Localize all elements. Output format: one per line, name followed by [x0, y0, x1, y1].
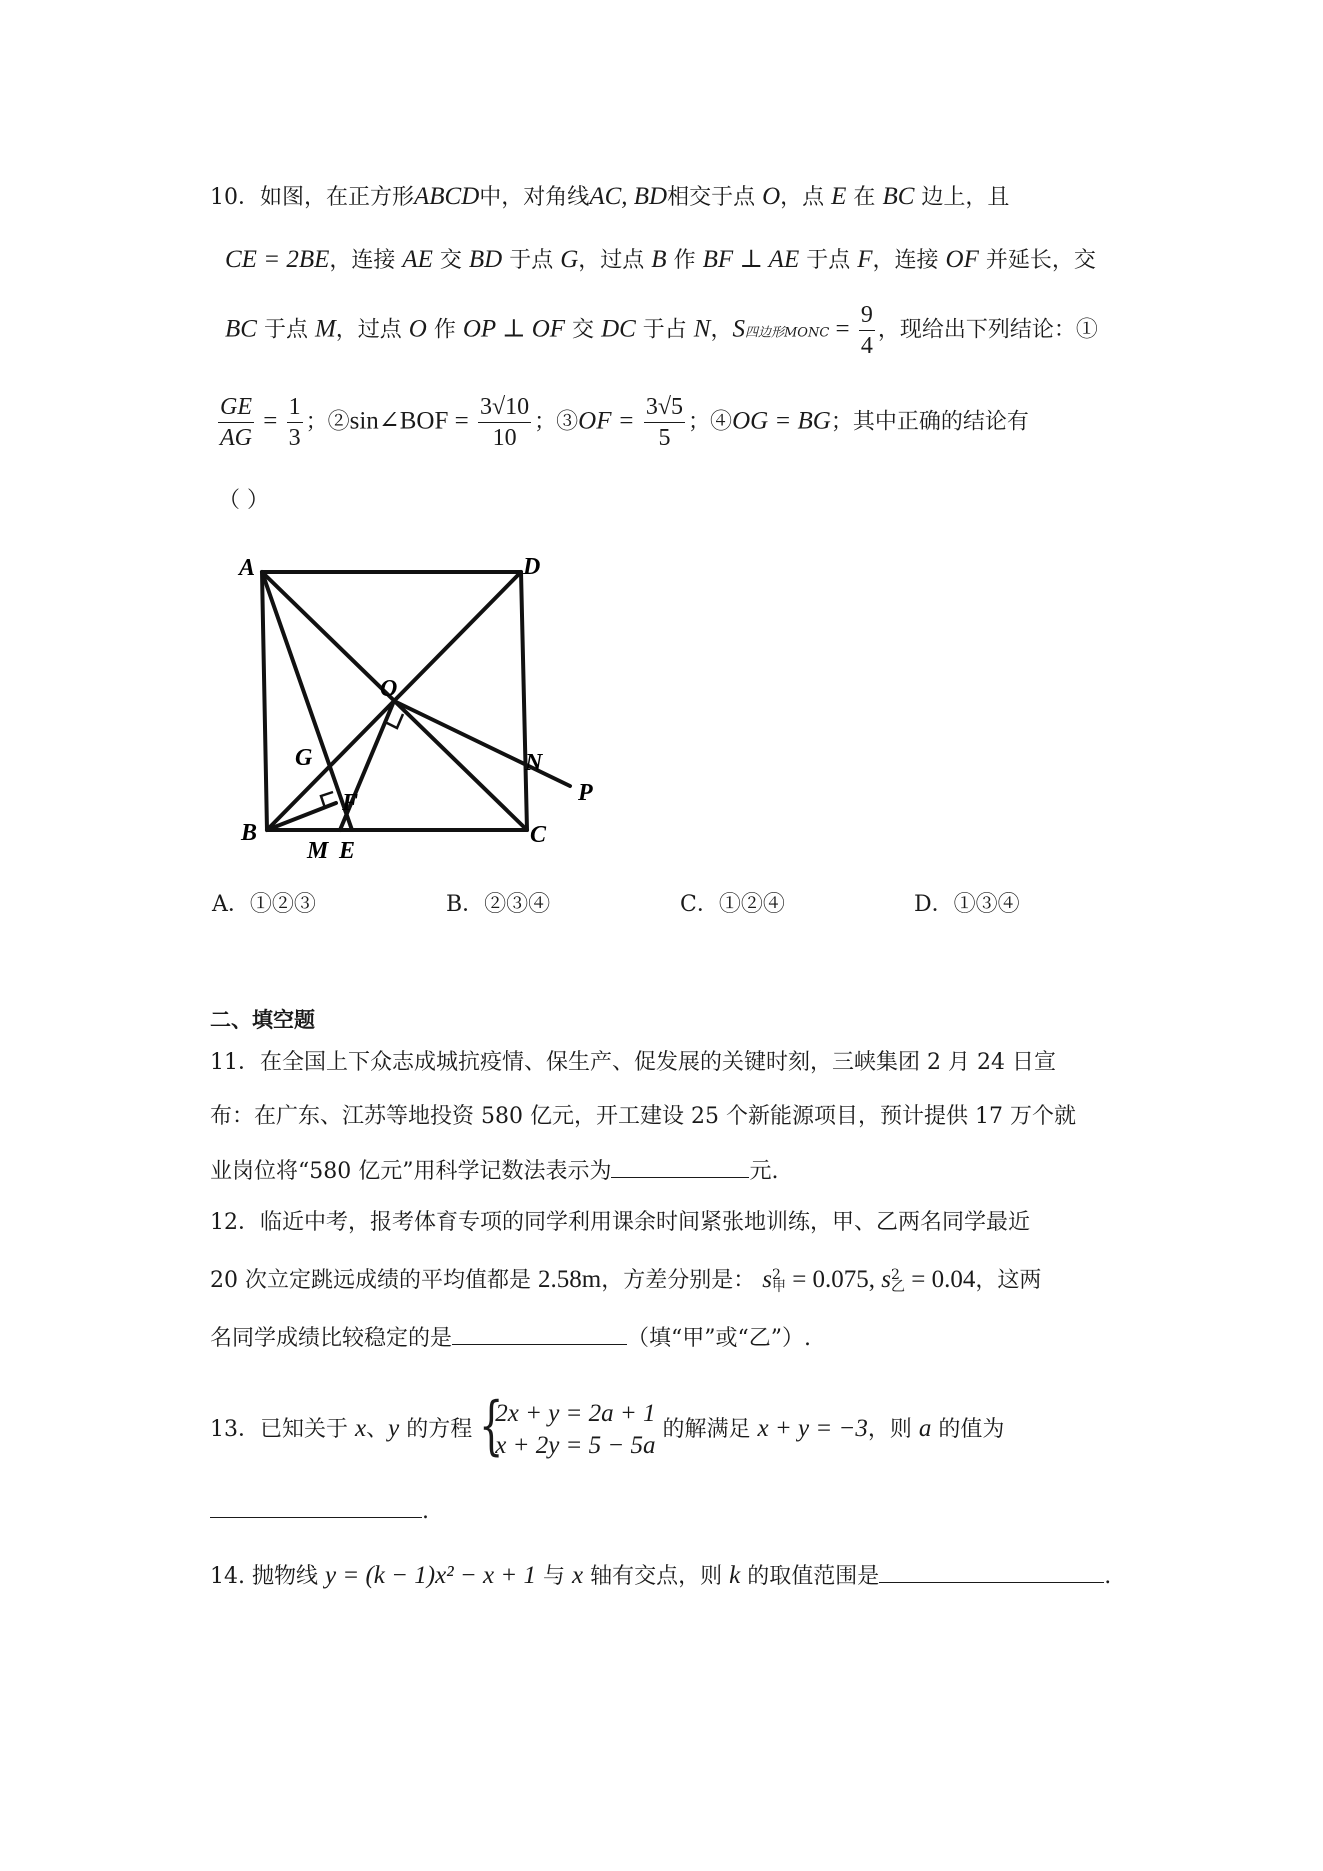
fraction-9-4: $\frac{9}{4}$	[860, 302, 873, 359]
q14-answer-blank[interactable]	[879, 1560, 1104, 1583]
q10-answer-parens: （ ）	[218, 488, 269, 513]
q11-line-2: 布：在广东、江苏等地投资 580 亿元，开工建设 25 个新能源项目，预计提供 17 万个就	[210, 1104, 1076, 1129]
q11-line-3: 业岗位将“580 亿元”用科学记数法表示为 元.	[210, 1155, 778, 1187]
label-n: N	[525, 750, 543, 776]
label-a: A	[239, 555, 256, 581]
label-f: F	[342, 790, 359, 816]
fraction-3sqrt10-10: $\frac{3√10}{10}$	[479, 394, 530, 451]
label-g: G	[295, 745, 313, 771]
option-b[interactable]: B．②③④	[446, 892, 551, 917]
option-c[interactable]: C．①②④	[680, 892, 785, 917]
q10-line-3: BC 于点 M，过点 O 作 OP ⊥ OF 交 DC 于占 N，S四边形MONC = $\frac{9}{4}$ ，现给出下列结论：①	[225, 302, 1098, 359]
edge-ab	[262, 572, 267, 830]
q12-line-1: 12．临近中考，报考体育专项的同学利用课余时间紧张地训练，甲、乙两名同学最近	[210, 1210, 1030, 1235]
label-m: M	[307, 838, 329, 860]
section-title: 二、填空题	[210, 1008, 315, 1032]
q14-line-1: 14. 抛物线 y = (k − 1)x² − x + 1 与 x 轴有交点，则 k 的取值范围是 .	[210, 1562, 1112, 1589]
label-c: C	[530, 822, 547, 848]
q13-line-1: 13．已知关于 x、y 的方程 { 2x + y = 2a + 1 x + 2y = 5 − 5a 的解满足 x + y = −3，则 a 的值为	[210, 1389, 1005, 1463]
label-d: D	[523, 554, 541, 580]
geometry-figure	[225, 540, 625, 860]
edge-dc	[521, 572, 527, 830]
q13-line-2: .	[210, 1495, 429, 1527]
q12-answer-blank[interactable]	[452, 1322, 627, 1345]
q12-line-2: 20 次立定跳远成绩的平均值都是 2.58m，方差分别是： s 2 甲 = 0.075, s 2 乙 = 0.04，这两	[210, 1266, 1042, 1295]
label-p: P	[578, 780, 593, 806]
q10-line-2: CE = 2BE，连接 AE 交 BD 于点 G，过点 B 作 BF ⊥ AE 于点 F，连接 OF 并延长，交	[225, 246, 1096, 273]
q13-answer-blank[interactable]	[210, 1495, 422, 1518]
q11-line-1: 11．在全国上下众志成城抗疫情、保生产、促发展的关键时刻，三峡集团 2 月 24 日宣	[210, 1050, 1056, 1075]
q10-line-4: $\frac{GE}{AG}$ = $\frac{1}{3}$ ；②sin∠BOF = $\frac{3√10}{10}$ ；③OF = $\frac{3√5}{5}$ ；④OG = BG；其中正确的结论有	[220, 394, 1029, 451]
equation-system: { 2x + y = 2a + 1 x + 2y = 5 − 5a	[479, 1389, 656, 1463]
ray-op	[394, 701, 570, 786]
label-e: E	[339, 838, 356, 860]
fraction-3sqrt5-5: $\frac{3√5}{5}$	[645, 394, 684, 451]
q10-line-1: 10．如图，在正方形ABCD中，对角线AC, BD相交于点 O，点 E 在 BC 边上，且	[210, 183, 1010, 210]
q11-answer-blank[interactable]	[611, 1155, 749, 1178]
fraction-1-3: $\frac{1}{3}$	[288, 394, 301, 451]
q12-line-3: 名同学成绩比较稳定的是 （填“甲”或“乙”）.	[210, 1322, 811, 1354]
fraction-ge-ag: $\frac{GE}{AG}$	[220, 394, 252, 451]
option-d[interactable]: D．①③④	[914, 892, 1020, 917]
label-o: O	[380, 676, 398, 702]
option-a[interactable]: A．①②③	[212, 892, 316, 917]
label-b: B	[241, 820, 258, 846]
